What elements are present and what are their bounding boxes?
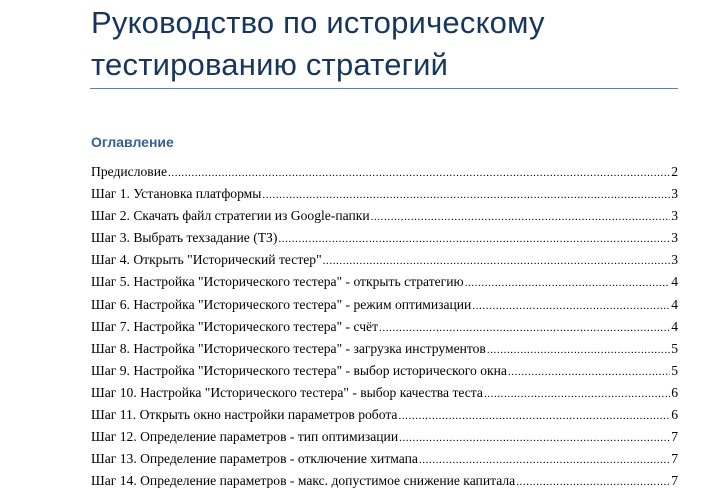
- toc-dot-leader: [371, 211, 671, 223]
- toc-entry[interactable]: [91, 297, 678, 319]
- toc-heading: Оглавление: [91, 134, 174, 150]
- toc-entry[interactable]: [91, 230, 678, 252]
- toc-entry-page[interactable]: 3: [671, 252, 678, 268]
- toc-entry-page[interactable]: 4: [671, 296, 678, 312]
- toc-dot-leader: [399, 432, 670, 444]
- toc-entry-title[interactable]: Шаг 14. Определение параметров - макс. допустимое снижение капитала: [91, 473, 516, 489]
- toc-dot-leader: [516, 476, 670, 488]
- toc-entry-page[interactable]: 7: [671, 473, 678, 489]
- document-title: [91, 2, 691, 86]
- toc-entry-title[interactable]: Предисловие: [91, 164, 168, 179]
- toc-entry-page[interactable]: 3: [671, 230, 678, 246]
- toc-entry[interactable]: [91, 252, 678, 274]
- toc-entry-page[interactable]: 3: [671, 208, 678, 224]
- toc-entry-title[interactable]: Шаг 3. Выбрать техзадание (ТЗ): [91, 230, 278, 246]
- toc-dot-leader: [323, 255, 671, 267]
- toc-entry-title[interactable]: Шаг 11. Открыть окно настройки параметров робота: [91, 407, 398, 423]
- toc-dot-leader: [398, 410, 670, 422]
- toc-entry[interactable]: [91, 429, 678, 451]
- toc-entry-title[interactable]: Шаг 9. Настройка "Исторического тестера" - выбор исторического окна: [91, 362, 507, 378]
- toc-entry-page[interactable]: 3: [671, 186, 678, 202]
- toc-entry-title[interactable]: Шаг 5. Настройка "Исторического тестера" - открыть стратегию: [91, 274, 464, 290]
- toc-entry[interactable]: [91, 473, 678, 495]
- toc-entry-page[interactable]: 6: [671, 407, 678, 423]
- toc-entry[interactable]: [91, 208, 678, 230]
- toc-dot-leader: [465, 277, 671, 289]
- toc-entry-title[interactable]: Шаг 6. Настройка "Исторического тестера" - режим оптимизации: [91, 296, 472, 312]
- toc-dot-leader: [379, 322, 670, 334]
- toc-dot-leader: [508, 366, 670, 378]
- document-title-line-1: Руководство по историческому: [91, 5, 545, 40]
- toc-entry[interactable]: [91, 363, 678, 385]
- toc-entry[interactable]: [91, 385, 678, 407]
- toc-entry[interactable]: [91, 164, 678, 186]
- toc-entry-title[interactable]: Шаг 7. Настройка "Исторического тестера" - счёт: [91, 318, 379, 334]
- toc-entry-title[interactable]: Шаг 2. Скачать файл стратегии из Google-папки: [91, 208, 370, 224]
- toc-entry-title[interactable]: Шаг 1. Установка платформы: [91, 186, 262, 202]
- toc-entry-page[interactable]: 7: [671, 429, 678, 445]
- toc-dot-leader: [262, 189, 670, 201]
- toc-entry-page[interactable]: 4: [671, 318, 678, 334]
- toc-entry[interactable]: [91, 319, 678, 341]
- toc-entry-title[interactable]: Шаг 4. Открыть "Исторический тестер": [91, 252, 322, 268]
- toc-dot-leader: [487, 344, 670, 356]
- toc-dot-leader: [419, 454, 670, 466]
- toc-dot-leader: [484, 388, 670, 400]
- toc-entry-title[interactable]: Шаг 10. Настройка "Исторического тестера" - выбор качества теста: [91, 384, 483, 400]
- toc-entry-page[interactable]: 7: [671, 451, 678, 467]
- table-of-contents: [91, 164, 678, 495]
- toc-entry[interactable]: [91, 341, 678, 363]
- toc-entry[interactable]: [91, 407, 678, 429]
- toc-entry[interactable]: [91, 451, 678, 473]
- toc-entry-page[interactable]: 5: [671, 340, 678, 356]
- toc-entry-page[interactable]: 4: [671, 274, 678, 290]
- document-title-line-2: тестированию стратегий: [91, 47, 449, 82]
- title-underline: [90, 88, 678, 89]
- toc-entry-title[interactable]: Шаг 8. Настройка "Исторического тестера" - загрузка инструментов: [91, 340, 486, 356]
- toc-dot-leader: [278, 233, 670, 245]
- toc-entry[interactable]: [91, 274, 678, 296]
- toc-entry-title[interactable]: Шаг 13. Определение параметров - отключение хитмапа: [91, 451, 418, 467]
- toc-entry-page[interactable]: 2: [671, 164, 678, 179]
- toc-dot-leader: [168, 167, 670, 179]
- toc-entry-page[interactable]: 5: [671, 362, 678, 378]
- toc-dot-leader: [472, 300, 670, 312]
- toc-entry-page[interactable]: 6: [671, 384, 678, 400]
- toc-entry-title[interactable]: Шаг 12. Определение параметров - тип оптимизации: [91, 429, 399, 445]
- toc-entry[interactable]: [91, 186, 678, 208]
